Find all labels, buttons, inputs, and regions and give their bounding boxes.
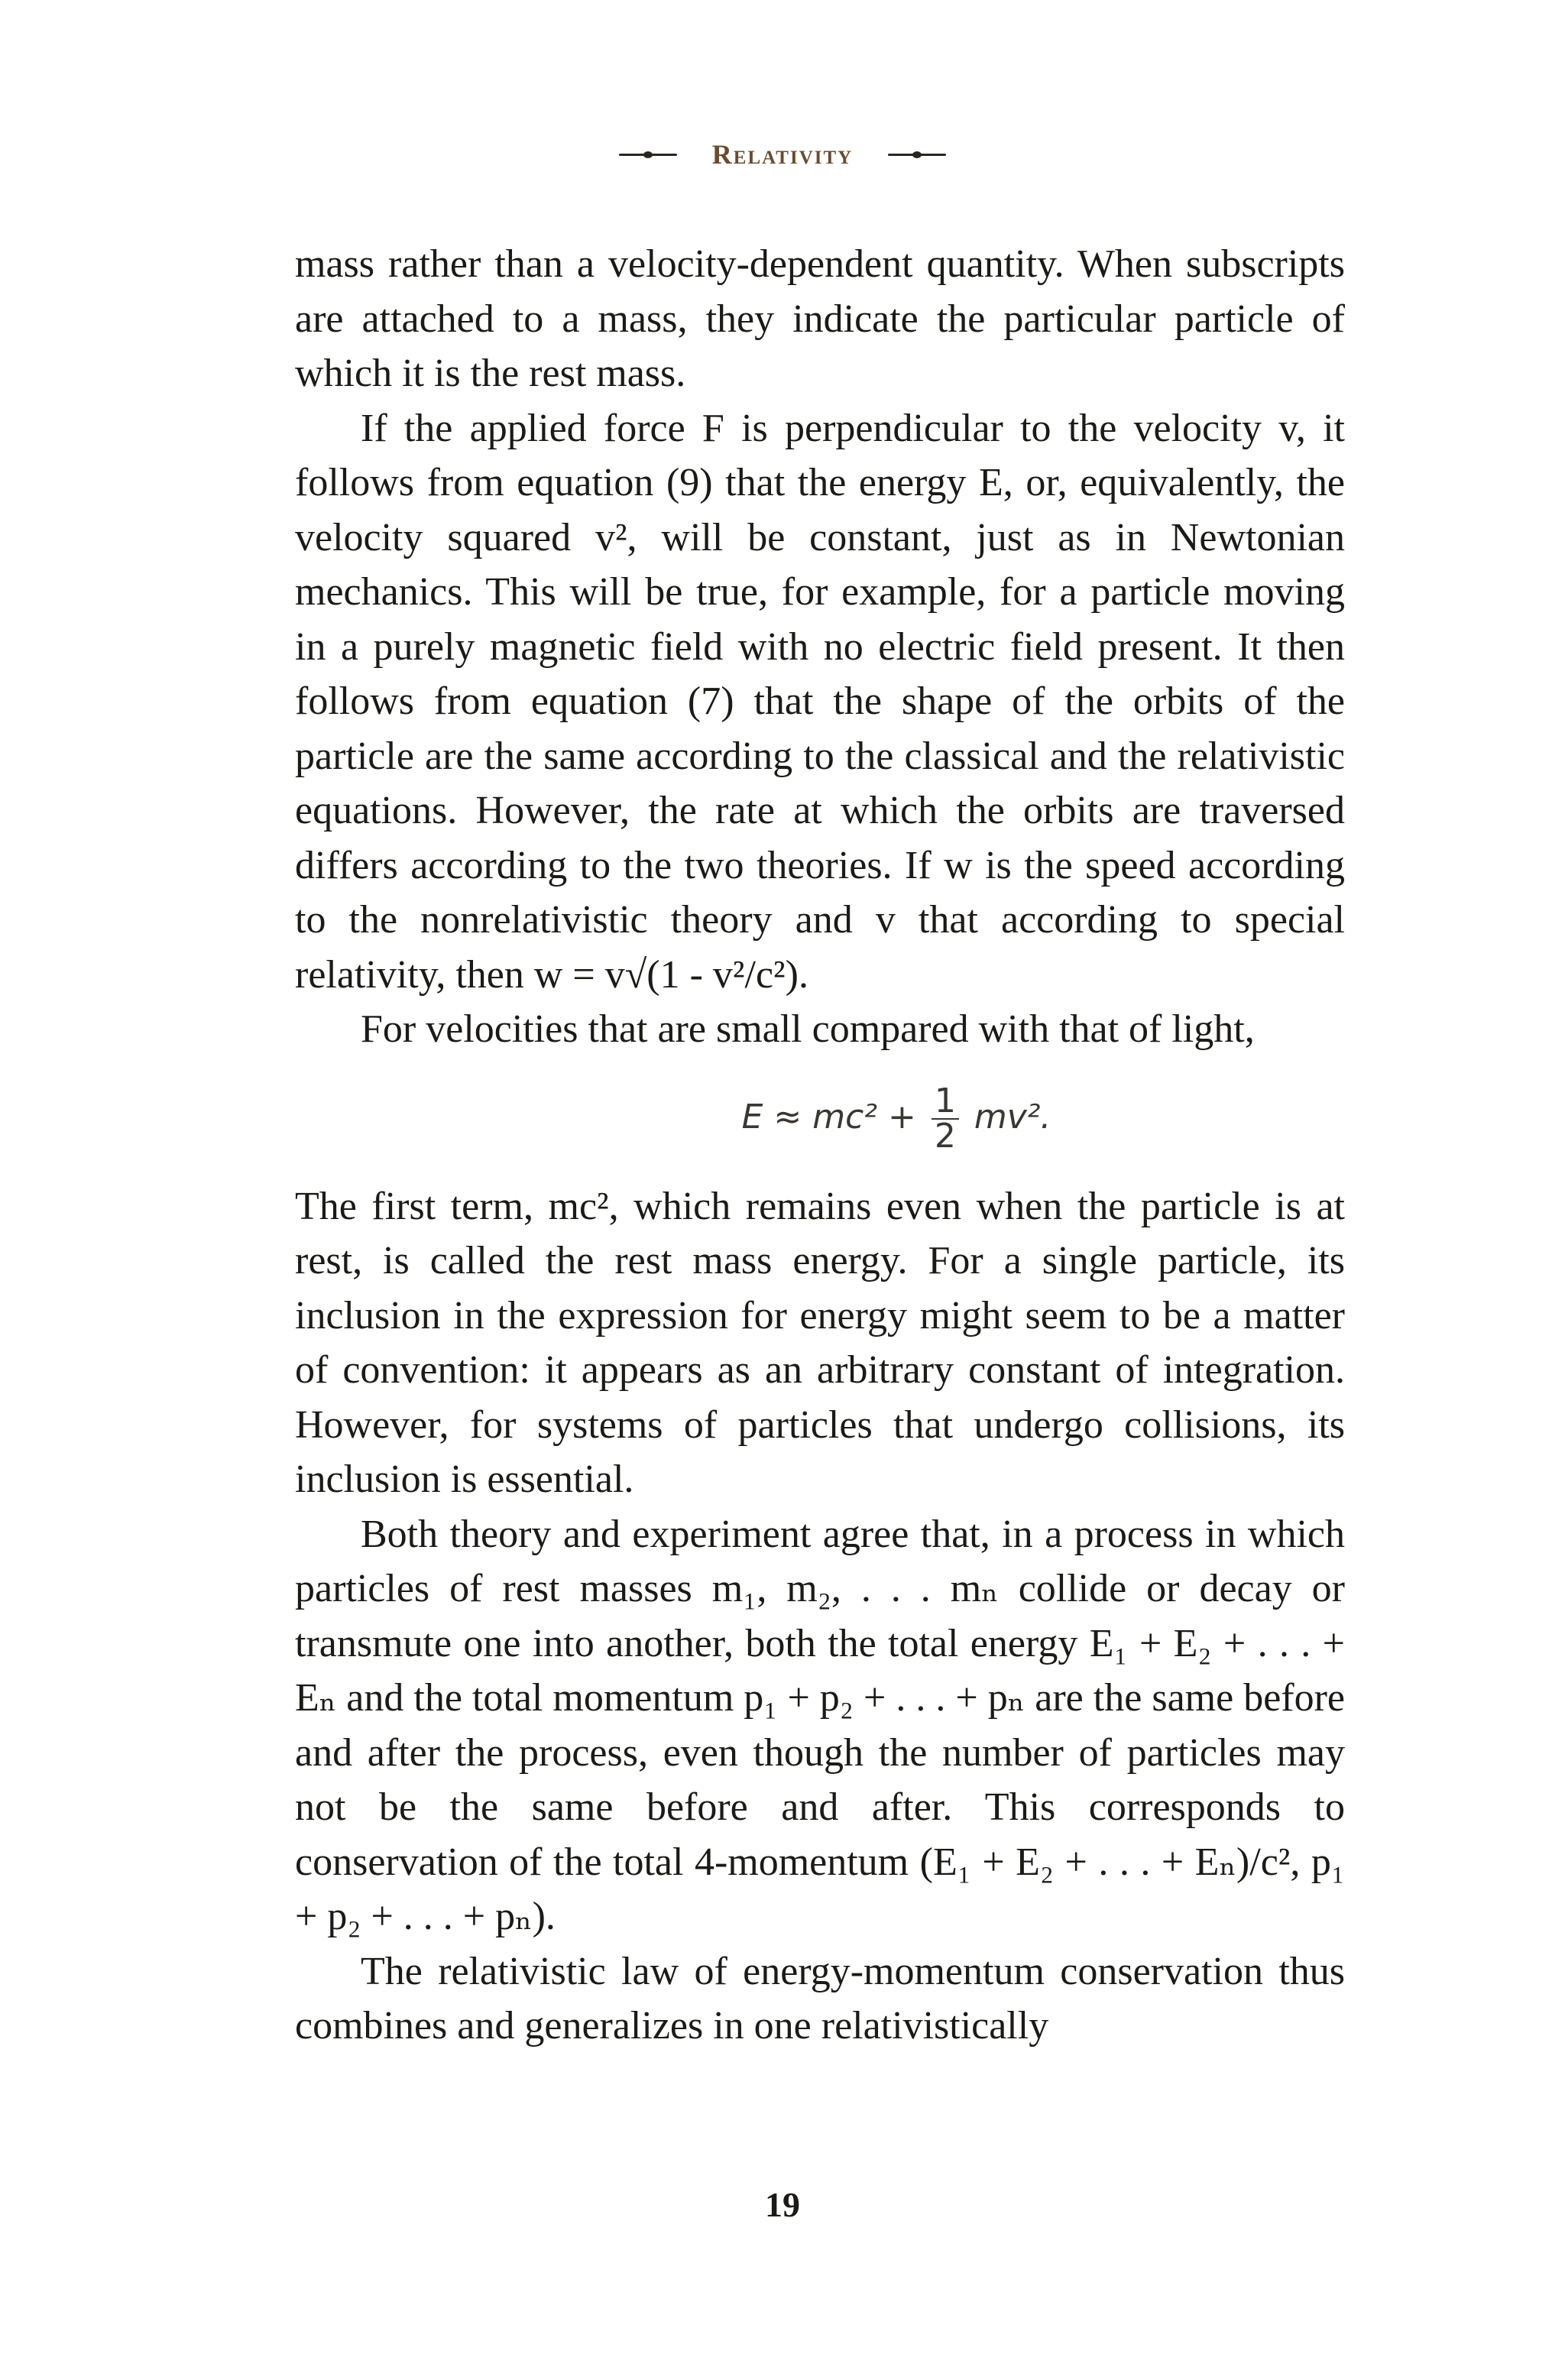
fraction-numerator: 1 [932,1085,959,1120]
paragraph-5: Both theory and experiment agree that, in a process in which particles of rest masses m₁, m₂, . . . mₙ collide or decay or transmute one into another, both the total energy E₁ + E₂ + . . . + Eₙ and the total momentum p₁ + p₂ + . . . + pₙ are the same before and after the process, even though the number of particles may not be the same before and after. This corresponds to conservation of the total 4-momentum (E₁ + E₂ + . . . + Eₙ)/c², p₁ + p₂ + . . . + pₙ). [295,1512,1345,1938]
equation-lhs: E ≈ mc² + [741,1097,916,1136]
energy-equation [295,1062,1345,1176]
page-number: 19 [765,2185,800,2224]
equation-fraction [932,1081,959,1156]
ornament-left-icon [619,154,677,156]
equation-rhs: mv². [974,1097,1051,1136]
header-title: Relativity [711,139,854,170]
fraction-denominator: 2 [934,1116,956,1156]
body-text [295,237,1345,2054]
ornament-right-icon [888,154,946,156]
paragraph-4: The first term, mc², which remains even when the particle is at rest, is called the rest mass energy. For a single particle, its inclusion in the expression for energy might seem to be a matter of convention: it appears as an arbitrary constant of integration. However, for systems of particles that undergo collisions, its inclusion is essential. [295,1184,1345,1501]
paragraph-2: If the applied force F is perpendicular to the velocity v, it follows from equation (9) that the energy E, or, equivalently, the velocity squared v², will be constant, just as in Newtonian mechanics. This will be true, for example, for a particle moving in a purely magnetic field with no electric field present. It then follows from equation (7) that the shape of the orbits of the particle are the same according to the classical and the relativistic equations. However, the rate at which the orbits are traversed differs according to the two theories. If w is the speed according to the nonrelativistic theory and v that according to special relativity, then w = v√(1 - v²/c²). [295,406,1345,997]
running-header [0,131,1565,177]
paragraph-1: mass rather than a velocity-dependent quantity. When subscripts are attached to a mass, they indicate the particular particle of which it is the rest mass. [295,242,1345,395]
paragraph-6: The relativistic law of energy-momentum conservation thus combines and generalizes in one relativistically [295,1949,1345,2048]
paragraph-3: For velocities that are small compared with that of light, [361,1007,1255,1051]
